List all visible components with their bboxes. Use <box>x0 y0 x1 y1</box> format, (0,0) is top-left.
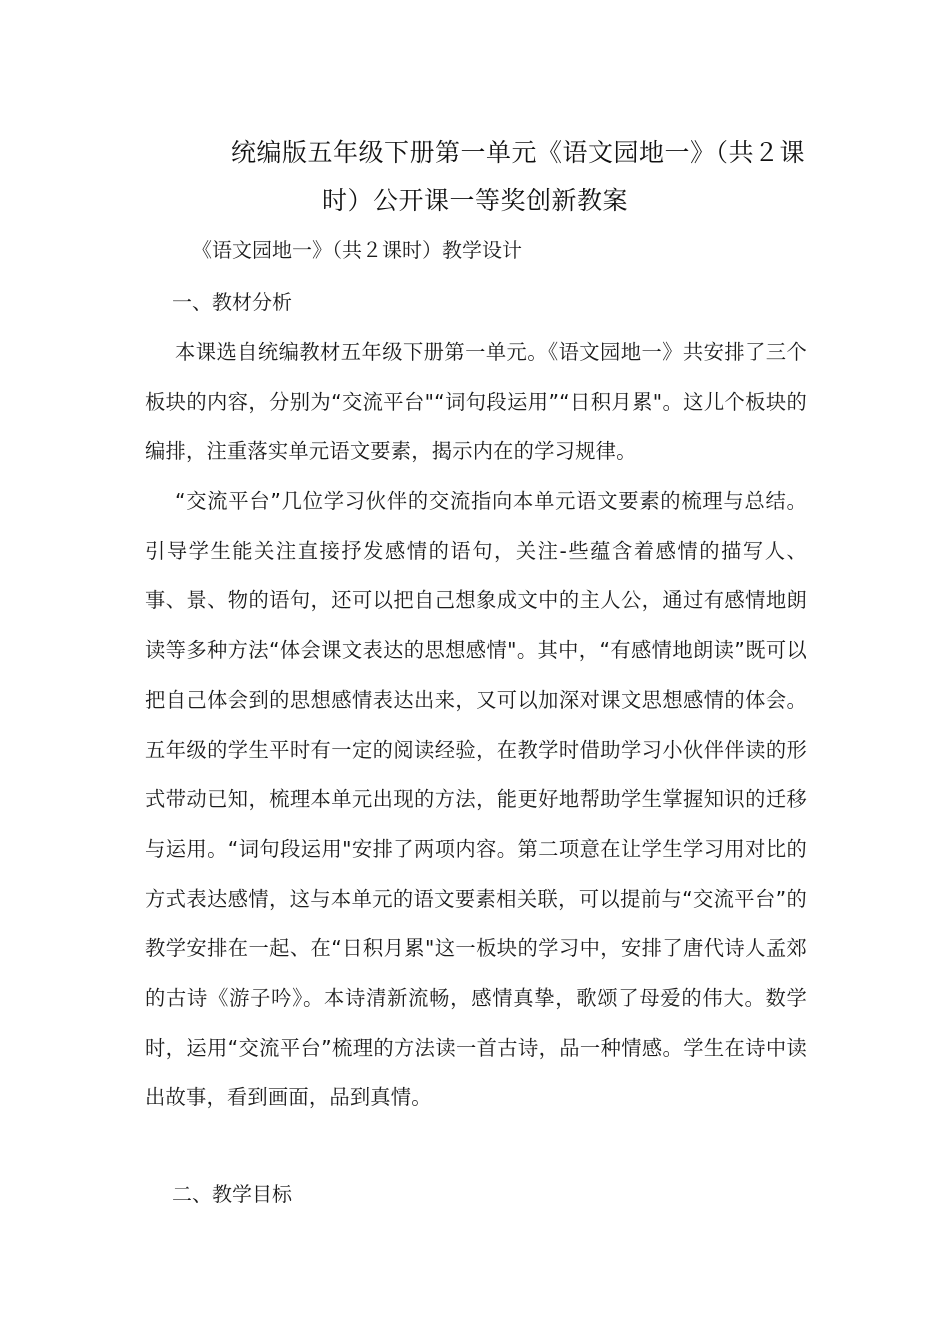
document-title-line-2: 时）公开课一等奖创新教案 <box>322 186 629 215</box>
paragraph-intro: 本课选自统编教材五年级下册第一单元。《语文园地一》共安排了三个板块的内容，分别为“交流平台"“词句段运用”“日积月累"。这儿个板块的编排，注重落实单元语文要素，揭示内在的学习规律。 <box>145 340 807 464</box>
document-title-line-1: 统编版五年级下册第一单元《语文园地一》（共２课 <box>230 138 805 167</box>
paragraph-exchange-platform: “交流平台”几位学习伙伴的交流指向本单元语文要素的梳理与总结。引导学生能关注直接抒发感情的语句，关注-些蕴含着感情的描写人、事、景、物的语句，还可以把自己想象成文中的主人公，通过有感情地朗读等多种方法“体会课文表达的思想感情"。其中，“有感情地朗读”既可以把自己体会到的思想感情表达出来，又可以加深对课文思想感情的体会。五年级的学生平时有一定的阅读经验，在教学时借助学习小伙伴伴读的形式带动已知，梳理本单元出现的方法，能更好地帮助学生掌握知识的迁移与运用。“词句段运用"安排了两项内容。第二项意在让学生学习用对比的方式表达感情，这与本单元的语文要素相关联，可以提前与“交流平台”的教学安排在一起、在“日积月累"这一板块的学习中，安排了唐代诗人孟郊的古诗《游子吟》。本诗清新流畅，感情真挚，歌颂了母爱的伟大。数学时，运用“交流平台”梳理的方法读一首古诗，品一种情感。学生在诗中读出故事，看到画面，品到真情。 <box>145 489 807 1110</box>
section-heading-textbook-analysis: 一、教材分析 <box>172 290 292 314</box>
section-heading-teaching-goals: 二、教学目标 <box>172 1182 292 1206</box>
document-subtitle: 《语文园地一》（共２课时）教学设计 <box>192 238 522 262</box>
